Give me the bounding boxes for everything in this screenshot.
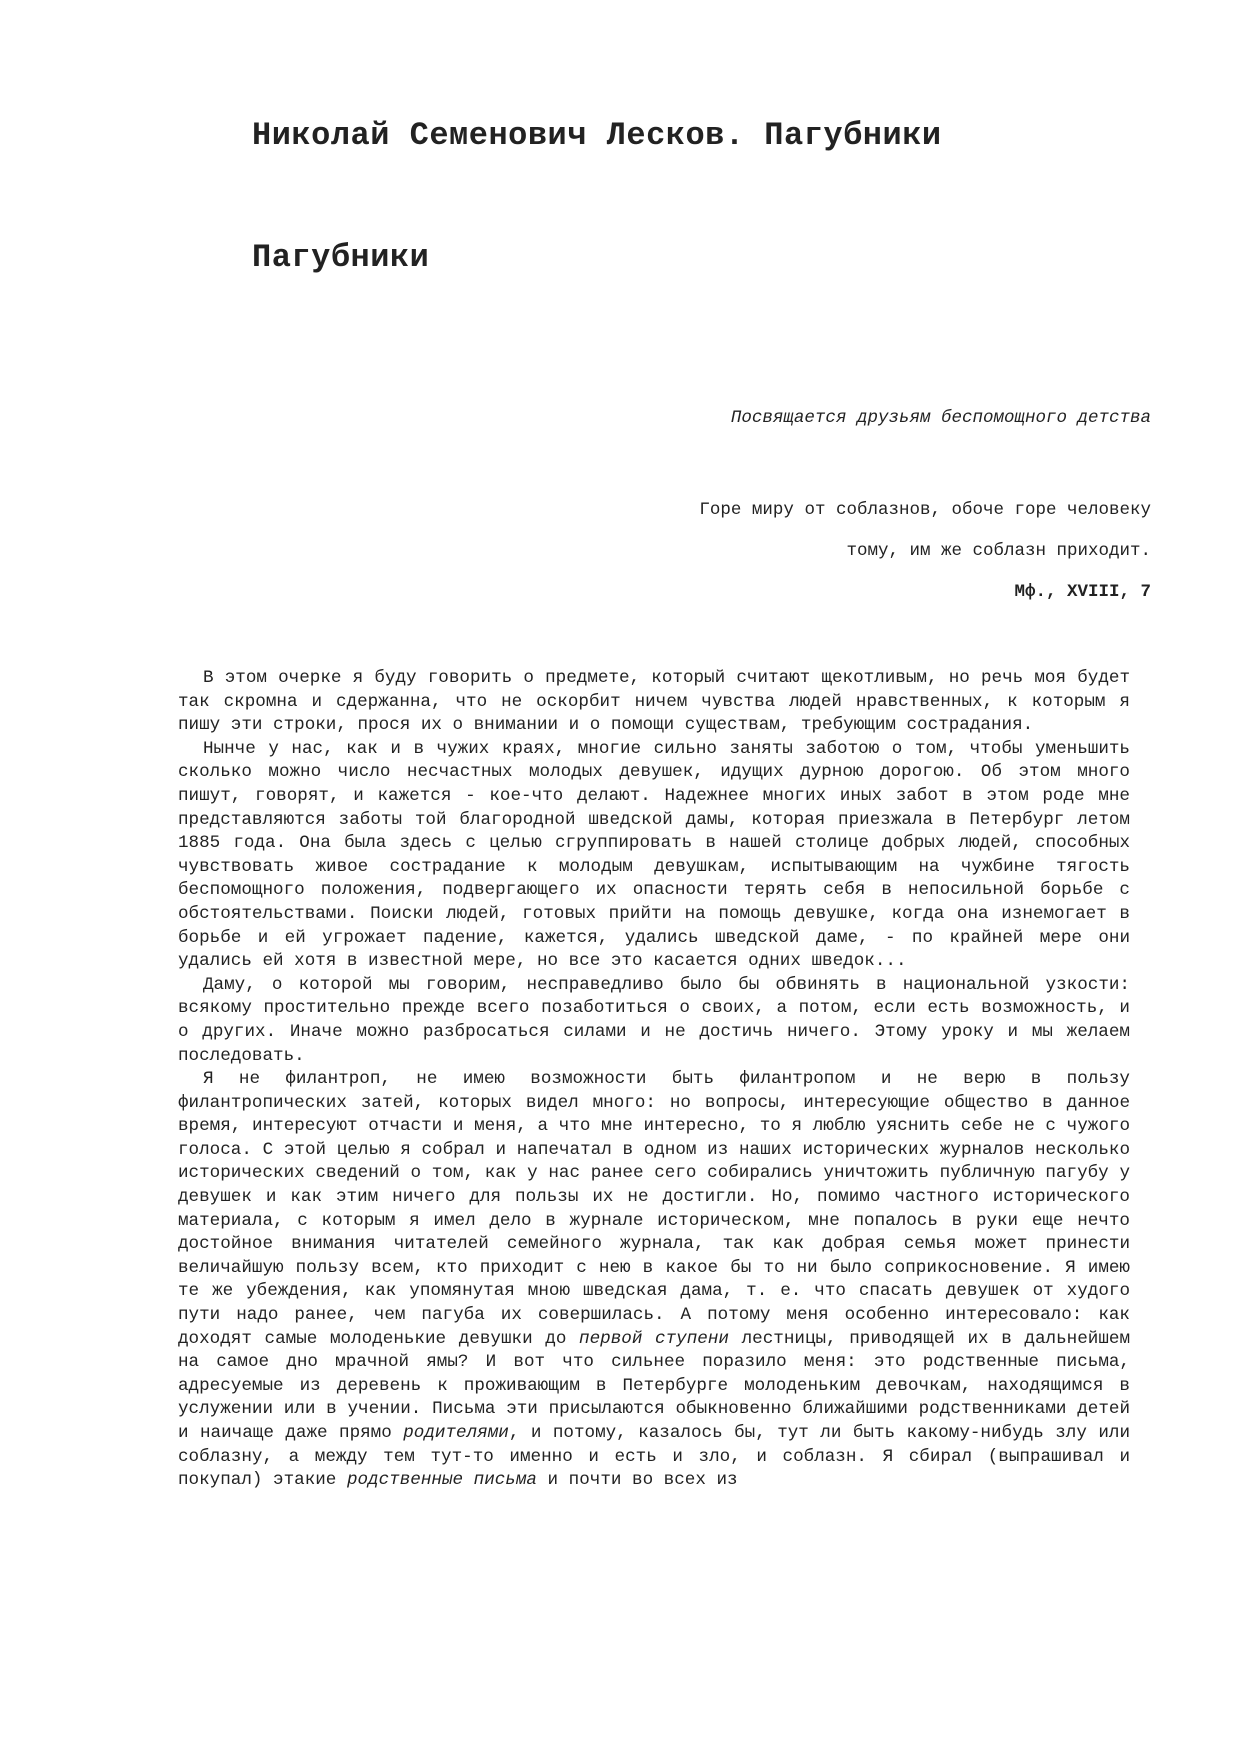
epigraph-source: Мф., XVIII, 7: [1014, 582, 1151, 602]
paragraph-text: лестницы, приводящей их в дальнейшем на самое дно мрачной ямы? И вот что сильнее поразило меня: это родственные письма, адресуемые из деревень к проживающим в Петербурге молоденьким девочкам, находящимся в услужении или в учении. Письма эти присылаются обыкновенно ближайшими родственниками детей и наичаще даже прямо: [178, 1328, 1130, 1443]
emphasis-text: первой ступени: [579, 1328, 729, 1349]
paragraph: Даму, о которой мы говорим, несправедливо было бы обвинять в национальной узкости: всякому простительно прежде всего позаботиться о своих, а потом, если есть возможность, и о других. Иначе можно разбросаться силами и не достичь ничего. Этому уроку и мы желаем последовать.: [178, 974, 1130, 1066]
paragraph: В этом очерке я буду говорить о предмете, который считают щекотливым, но речь моя будет так скромна и сдержанна, что не оскорбит ничем чувства людей нравственных, к которым я пишу эти строки, прося их о внимании и о помощи существам, требующим сострадания.: [178, 668, 1130, 736]
paragraph-text: Я не филантроп, не имею возможности быть филантропом и не верю в пользу филантропических затей, которых видел много: но вопросы, интересующие общество в данное время, интересуют отчасти и меня, а что мне интересно, то я люблю уяснить себе не с чужого голоса. С этой целью я собрал и напечатал в одном из наших исторических журналов несколько исторических сведений о том, как у нас ранее сего собирались уничтожить публичную пагубу у девушек и как этим ничего для пользы их не достигли. Но, помимо частного исторического материала, с которым я имел дело в журнале историческом, мне попалось в руки еще нечто достойное внимания читателей семейного журнала, так как добрая семья может принести величайшую пользу всем, кто приходит с нею в какое бы то ни было соприкосновение. Я имею те же убеждения, как упомянутая мною шведская дама, т. е. что спасать девушек от худого пути надо ранее, чем пагуба их совершилась. А потому меня особенно интересовало: как доходят самые молоденькие девушки до: [178, 1069, 1130, 1349]
paragraph-text: и почти во всех из: [536, 1470, 738, 1491]
emphasis-text: родственные письма: [346, 1470, 537, 1491]
body-text: [178, 667, 1130, 1493]
epigraph-line-1: Горе миру от соблазнов, обоче горе человеку: [699, 500, 1151, 520]
document-subtitle: Пагубники: [252, 239, 430, 276]
paragraph-text: , и потому, казалось бы, тут ли быть какому-нибудь злу или соблазну, а между тем тут-то именно и есть и зло, и соблазн. Я сбирал (выпрашивал и покупал) этакие: [178, 1423, 1131, 1491]
paragraph: Нынче у нас, как и в чужих краях, многие сильно заняты заботою о том, чтобы уменьшить сколько можно число несчастных молодых девушек, идущих дурною дорогою. Об этом много пишут, говорят, и кажется - кое-что делают. Надежнее многих иных забот в этом роде мне представляются заботы той благородной шведской дамы, которая приезжала в Петербург летом 1885 года. Она была здесь с целью сгруппировать в нашей столице добрых людей, способных чувствовать живое сострадание к молодым девушкам, испытывающим на чужбине тягость беспомощного положения, подвергающего их опасности терять себя в непосильной борьбе с обстоятельствами. Поиски людей, готовых прийти на помощь девушке, когда она изнемогает в борьбе и ей угрожает падение, кажется, удались шведской даме, - по крайней мере они удались ей хотя в известной мере, но все это касается одних шведок...: [178, 738, 1130, 972]
epigraph: [699, 500, 1151, 602]
dedication: Посвящается друзьям беспомощного детства: [730, 408, 1151, 428]
document-title: Николай Семенович Лесков. Пагубники: [252, 117, 942, 154]
epigraph-line-2: тому, им же соблазн приходит.: [846, 541, 1151, 561]
emphasis-text: родителями: [403, 1423, 509, 1443]
paragraph: [178, 1068, 1130, 1493]
